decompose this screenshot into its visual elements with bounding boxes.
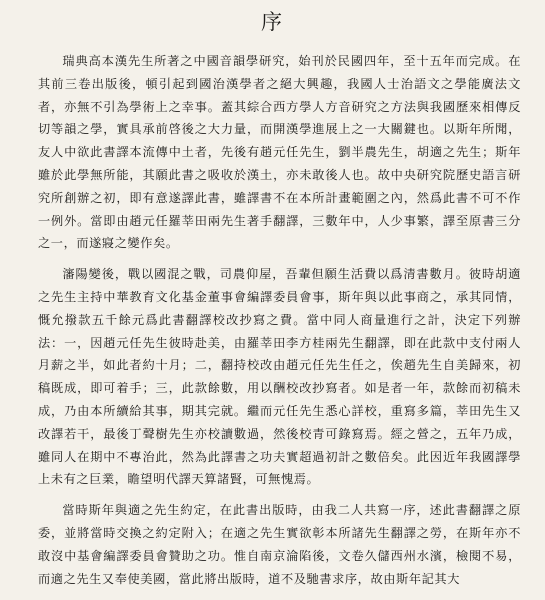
- preface-paragraph: 瑞典高本漢先生所著之中國音韻學研究，始刊於民國四年，至十五年而完成。在其前三卷出版後，頓引起到國治漢學者之絕大興趣，我國人士治語文之學能廣法文者，亦無不引為學術上之幸事。蓋其綜合西方學人方音研究之方法與我國歷來相傳反切等韻之學，實具承前啓後之大力量，而開漢學進展上之一大關鍵也。以斯年所聞，友人中欲此書譯本流傳中土者，先後有趙元任先生，劉半農先生，胡適之先生；斯年雖於此學無所能，其願此書之吸收於漢土，亦未敢後人也。故中央研究院歷史語言研究所創辦之初，即有意遂譯此書，雖譯書不在本所計畫範圍之內，然爲此書不可不作一例外。當即由趙元任羅莘田兩先生著手翻譯，三數年中，人少事繁，譯至原書三分之一，而遂寢之變作矣。: [38, 54, 521, 251]
- preface-body: [38, 50, 521, 598]
- preface-paragraph: 瀋陽變後，戰以國混之戰，司農仰屋，吾輩但願生活費以爲清書數月。彼時胡適之先生主持中華教育文化基金董事會編譯委員會事，斯年與以此事商之，承其同情，慨允撥款五千餘元爲此書翻譯校改抄寫之費。當中同人商量進行之計，決定下列辦法：一，因趙元任先生彼時赴美，由羅莘田李方桂兩先生翻譯，即在此款中支付兩人月薪之半，如此者約十月；二，翻持校改由趙元任先生任之，俟趙先生自美歸來，初稿既成，即可着手；三，此款餘數，用以酬校改抄寫者。如是者一年，款餘而初稿未成，乃由本所續給其事，期其完就。繼而元任先生悉心詳校，重寫多篇，莘田先生又改譯若干，最後丁聲樹先生亦校讀數過，然後校青可錄寫焉。經之營之，五年乃成，雖同人在期中不專治此，然為此譯書之功夫實超過初計之數倍矣。此因近年我國譯學上未有之巨業，瞻望明代譯天算諸賢，可無愧焉。: [38, 267, 521, 487]
- page-title: 序: [261, 10, 284, 34]
- preface-paragraph: 當時斯年與適之先生約定，在此書出版時，由我二人共寫一序，述此書翻譯之原委，並將當時交換之約定附入；在適之先生實欲彰本所諸先生翻譯之勞，在斯年亦不敢沒中基會編譯委員會贊助之功。惟自南京淪陷後，文卷久儲西州水濱，檢閱不易，而適之先生又奉使美國，當此將出版時，道不及馳書求序，故由斯年記其大: [38, 503, 521, 586]
